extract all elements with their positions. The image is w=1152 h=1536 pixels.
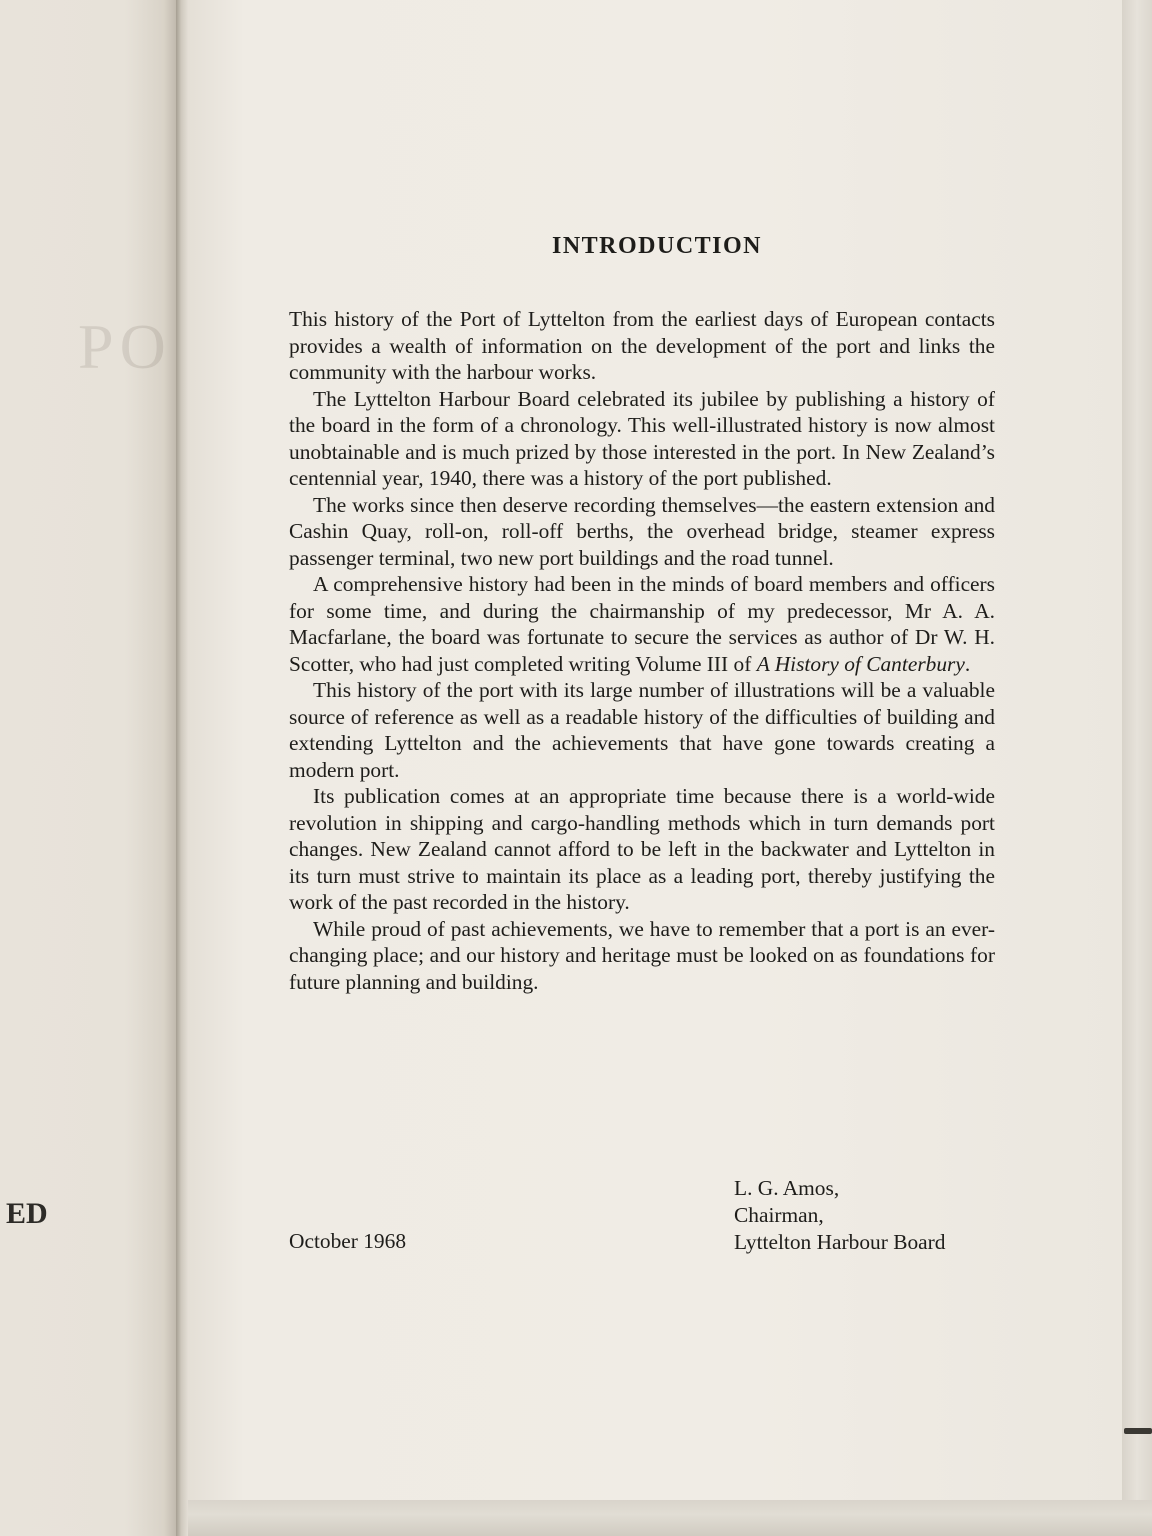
signature-role: Chairman, [734,1203,824,1227]
left-page [0,0,178,1536]
page-edge-right [1122,0,1152,1536]
paragraph-5: This history of the port with its large number of illustrations will be a valuable source of reference as well as a readable history of the difficulties of building and extending Lyttelton and the achievements that have gone towards creating a modern port. [289,678,995,782]
book-title: A History of Canterbury [756,651,965,676]
date-line: October 1968 [289,1229,407,1253]
signature-block [734,1175,945,1256]
page-title: INTRODUCTION [551,233,763,259]
paragraph-2: The Lyttelton Harbour Board celebrated its jubilee by publishing a history of the board in the form of a chronology. This well-illustrated history is now almost unobtainable and is much prized by those interested in the port. In New Zealand’s centennial year, 1940, there was a history of the port published. [289,386,995,490]
page-edge-bottom [188,1500,1152,1536]
book-gutter [176,0,188,1536]
cover-edge-mark [1124,1428,1152,1434]
paragraph-3: The works since then deserve recording themselves—the eastern extension and Cashin Quay, roll-on, roll-off berths, the overhead bridge, steamer express passenger terminal, two new port buildings and the road tunnel. [289,492,995,570]
signature-name: L. G. Amos, [734,1176,840,1200]
paragraph-7: While proud of past achievements, we have to remember that a port is an ever-changing place; and our history and heritage must be looked on as foundations for future planning and building. [289,916,995,994]
signature-organization: Lyttelton Harbour Board [734,1230,946,1254]
paragraph-6: Its publication comes at an appropriate time because there is a world-wide revolution in shipping and cargo-handling methods which in turn demands port changes. New Zealand cannot afford to be left in the backwater and Lyttelton in its turn must strive to maintain its place as a leading port, thereby justifying the work of the past recorded in the history. [289,784,995,914]
show-through-text: PO [78,311,172,382]
left-page-fragment: ED [6,1197,48,1230]
paragraph-4-end: . [964,651,971,676]
introduction-text [289,230,995,995]
paragraph-1: This history of the Port of Lyttelton from the earliest days of European contacts provides a wealth of information on the development of the port and links the community with the harbour works. [289,307,995,384]
paragraph-4-text: A comprehensive history had been in the minds of board members and officers for some time, and during the chairmanship of my predecessor, Mr A. A. Macfarlane, the board was fortunate to secure the services as author of Dr W. H. Scotter, who had just completed writing Volume III of [289,572,995,676]
paragraph-4 [289,571,995,677]
